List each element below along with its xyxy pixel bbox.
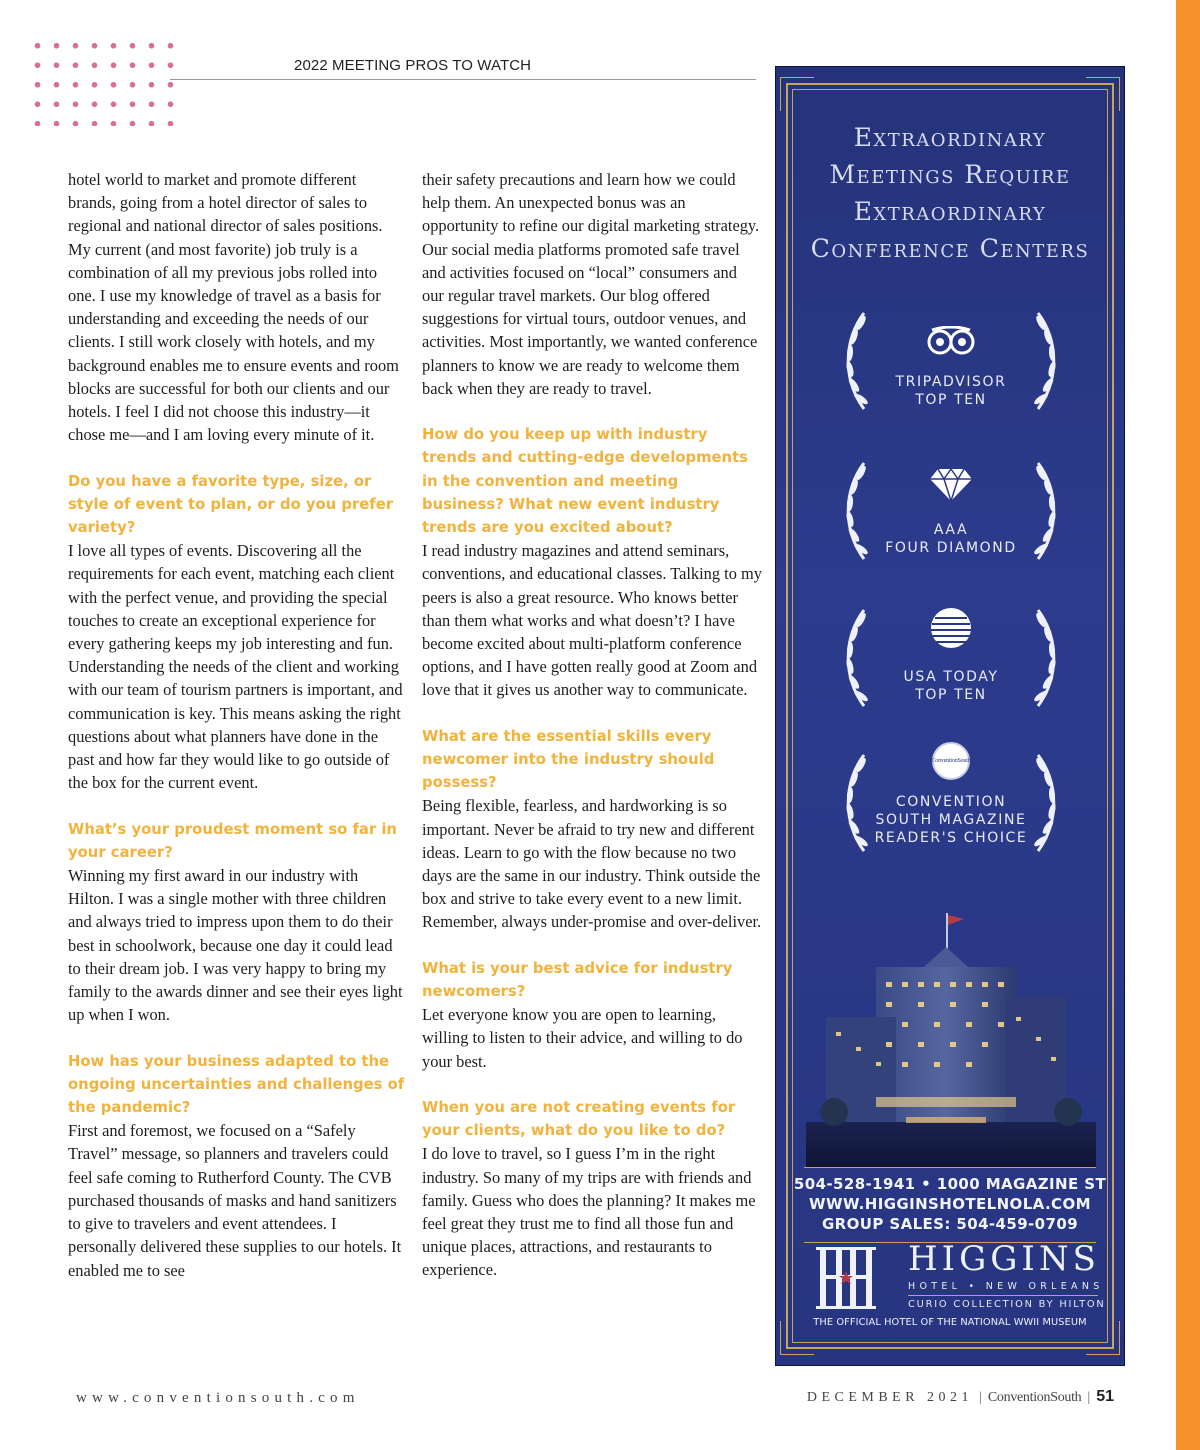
hotel-building-image (806, 907, 1096, 1167)
footer-folio (807, 1388, 1114, 1406)
seal-text: ConventionSouth (931, 758, 971, 764)
answer-paragraph: hotel world to market and promote different brands, going from a hotel director of sales to regional and national director of sales positions. My current (and most favorite) job truly is a combination of all my previous jobs rolled into one. I use my knowledge of travel as a basis for understanding and exceeding the needs of our clients. I still work closely with hotels, and my background enables me to ensure events and room blocks are successful for both our clients and our hotels. I feel I did not choose this industry—it chose me—and I am loving every minute of it. (68, 170, 399, 445)
award-label-line: READER'S CHOICE (874, 830, 1028, 846)
brand-divider (908, 1295, 1098, 1296)
answer-paragraph: their safety precautions and learn how we could help them. An unexpected bonus was an opportunity to refine our digital marketing strategy. Our social media platforms promoted safe travel and activities focused on “local” consumers and our regular travel markets. Our blog offered suggestions for virtual tours, outdoor venues, and activities. Most importantly, we wanted conference planners to know we are ready to welcome them back when they are ready to travel. (422, 170, 760, 398)
ad-headline-line: Extraordinary (853, 197, 1047, 226)
higgins-monogram-icon (816, 1245, 876, 1311)
question-heading: What is your best advice for industry newcomers? (422, 959, 733, 1001)
award-label-line: TOP TEN (915, 392, 987, 408)
question-heading: What’s your proudest moment so far in your career? (68, 820, 397, 861)
award-label-line: CONVENTION (895, 794, 1007, 810)
award-label-line: SOUTH MAGAZINE (875, 812, 1027, 828)
footer-separator: | (979, 1390, 982, 1405)
ad-headline-line: Conference Centers (810, 234, 1090, 263)
answer-paragraph: I do love to travel, so I guess I’m in the right industry. So many of my trips are with friends and family. Guess who does the planning? It makes me feel great they trust me to find all those fun and unique places, attractions, and restaurants to experience. (422, 1144, 756, 1280)
brand-tagline: THE OFFICIAL HOTEL OF THE NATIONAL WWII MUSEUM (813, 1317, 1087, 1328)
answer-paragraph: I love all types of events. Discovering all the requirements for each event, matching each client with the perfect venue, and providing the special touches to create an exceptional experience for every gathering keeps my job interesting and fun. Understanding the needs of the client and working with our team of tourism partners is important, and communication is key. This means asking the right questions about what planners have done in the past and how far they would like to go outside of the box for the current event. (68, 541, 403, 793)
article-right-column (422, 168, 762, 1282)
diamond-icon (776, 465, 1126, 505)
footer-date: DECEMBER 2021 (806, 1390, 974, 1405)
brand-name: HIGGINS (908, 1239, 1100, 1279)
page-edge-accent-bar (1176, 0, 1200, 1450)
ad-contact-block (776, 1167, 1124, 1243)
usa-today-globe-icon (776, 608, 1126, 648)
award-convention-south (776, 749, 1126, 879)
footer-website[interactable]: www.conventionsouth.com (76, 1390, 360, 1406)
footer-separator: | (1087, 1390, 1091, 1405)
frame-corner (1086, 77, 1120, 111)
answer-paragraph: I read industry magazines and attend seminars, conventions, and educational classes. Talking to my peers is also a great resource. Who knows better than them what works and what doesn’t? I have become excited about multi-platform conference options, and I have gotten really good at Zoom and love that it gives us another way to communicate. (422, 541, 762, 700)
award-label-line: FOUR DIAMOND (885, 540, 1017, 556)
brand-location: HOTEL • NEW ORLEANS (908, 1281, 1104, 1292)
answer-paragraph: Being flexible, fearless, and hardworking is so important. Never be afraid to try new and different ideas. Learn to go with the flow because no two days are the same in our industry. Think outside the box and strive to take every event to a new limit. Remember, always under-promise and over-deliver. (422, 796, 762, 932)
answer-paragraph: Let everyone know you are open to learning, willing to listen to their advice, and willing to do your best. (422, 1005, 743, 1071)
ad-website[interactable]: WWW.HIGGINSHOTELNOLA.COM (809, 1195, 1091, 1213)
award-label-line: TRIPADVISOR (895, 374, 1007, 390)
question-heading: Do you have a favorite type, size, or style of event to plan, or do you prefer variety? (68, 472, 394, 537)
answer-paragraph: First and foremost, we focused on a “Safely Travel” message, so planners and travelers could feel safe coming to Rutherford County. The CVB purchased thousands of masks and hand sanitizers to give to travelers and event attendees. I personally delivered these supplies to our hotels. It enabled me to see (68, 1121, 402, 1280)
brand-collection: CURIO COLLECTION BY HILTON (908, 1299, 1106, 1310)
page-number: 51 (1096, 1388, 1114, 1405)
ad-headline-line: Extraordinary (853, 123, 1047, 152)
award-tripadvisor (776, 307, 1126, 417)
award-label-line: TOP TEN (915, 687, 987, 703)
award-label-line: AAA (933, 522, 969, 538)
higgins-logo (794, 1237, 1106, 1333)
header-divider (170, 79, 756, 80)
convention-south-seal-icon (776, 741, 1126, 781)
tripadvisor-owl-icon (776, 321, 1126, 361)
ad-phone-address: 504-528-1941 • 1000 MAGAZINE ST (793, 1175, 1107, 1193)
ad-headline (776, 119, 1124, 267)
section-header: 2022 MEETING PROS TO WATCH (294, 57, 532, 74)
question-heading: How do you keep up with industry trends and cutting-edge developments in the convention and meeting business? What new event industry trends are you excited about? (422, 426, 748, 537)
article-left-column (68, 168, 408, 1282)
higgins-hotel-advertisement[interactable] (775, 66, 1125, 1366)
award-aaa-four-diamond (776, 457, 1126, 567)
question-heading: How has your business adapted to the ongoing uncertainties and challenges of the pandemic? (68, 1052, 405, 1117)
award-label-line: USA TODAY (903, 669, 999, 685)
frame-corner (780, 77, 814, 111)
ad-divider (804, 1167, 1096, 1168)
decorative-dot-grid (28, 36, 178, 126)
award-usa-today (776, 604, 1126, 714)
footer-magazine-name: ConventionSouth (987, 1390, 1082, 1405)
ad-headline-line: Meetings Require (829, 160, 1071, 189)
question-heading: What are the essential skills every newcomer into the industry should possess? (422, 727, 715, 792)
answer-paragraph: Winning my first award in our industry with Hilton. I was a single mother with three children and always tried to impress upon them to do their best in schoolwork, because one day it could lead to their dream job. I was very happy to bring my family to the awards dinner and see their eyes light up when I won. (68, 866, 403, 1025)
ad-group-sales: GROUP SALES: 504-459-0709 (821, 1215, 1079, 1233)
question-heading: When you are not creating events for your clients, what do you like to do? (422, 1099, 736, 1140)
